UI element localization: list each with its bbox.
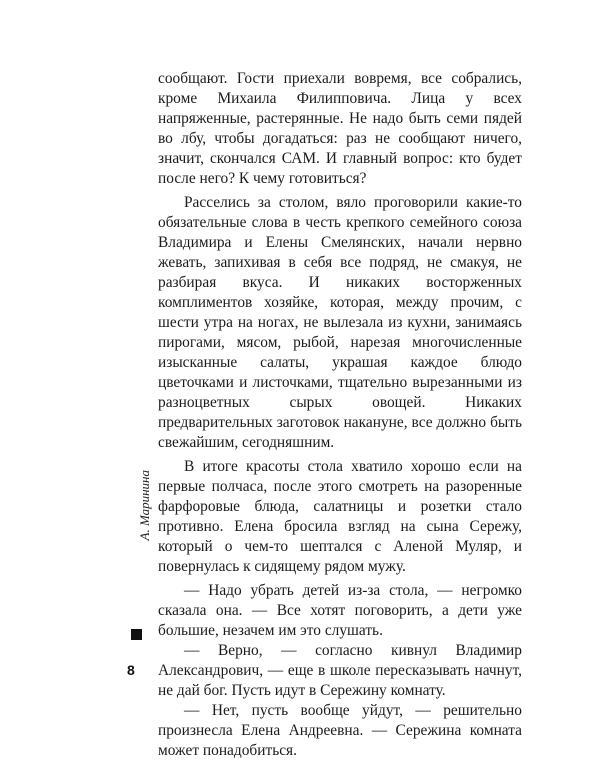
dialog-line: — Надо убрать детей из-за стола, — негромко сказала она. — Все хотят поговорить, а дети уже большие, незачем им это слушать.: [158, 582, 522, 639]
paragraph: Расселись за столом, вяло проговорили какие-то обязательные слова в честь крепкого семейного союза Владимира и Елены Смелянских, начали нервно жевать, запихивая в себя все подряд, не смакуя, не разбирая вкуса. И никаких восторженных комплиментов хозяйке, которая, между прочим, с шести утра на ногах, не вылезала из кухни, занимаясь пирогами, мясом, рыбой, нарезая многочисленные изысканные салаты, украшая каждое блюдо цветочками и листочками, тщательно вырезанными из разноцветных сырых овощей. Никаких предварительных заготовок накануне, все должно быть свежайшим, сегодняшним.: [158, 194, 522, 451]
paragraph: В итоге красоты стола хватило хорошо если на первые полчаса, после этого смотреть на разоренные фарфоровые блюда, салатницы и розетки стало противно. Елена бросила взгляд на сына Сережу, который о чем-то шептался с Аленой Муляр, и повернулась к сидящему рядом мужу.: [158, 458, 522, 575]
body-text: [158, 69, 522, 761]
dialog-line: — Верно, — согласно кивнул Владимир Александрович, — еще в школе пересказывать начнут, не дай бог. Пусть идут в Сережину комнату.: [158, 642, 522, 699]
page-number: 8: [127, 662, 135, 678]
running-author-name: А. Маринина: [137, 470, 152, 541]
dialog-line: — Нет, пусть вообще уйдут, — решительно произнесла Елена Андреевна. — Сережина комната может понадобиться.: [158, 702, 522, 759]
paragraph: сообщают. Гости приехали вовремя, все собрались, кроме Михаила Филипповича. Лица у всех напряженные, растерянные. Не надо быть семи пядей во лбу, чтобы догадаться: раз не сообщают ничего, значит, скончался САМ. И главный вопрос: кто будет после него? К чему готовиться?: [158, 70, 522, 187]
square-marker-icon: [131, 629, 142, 640]
